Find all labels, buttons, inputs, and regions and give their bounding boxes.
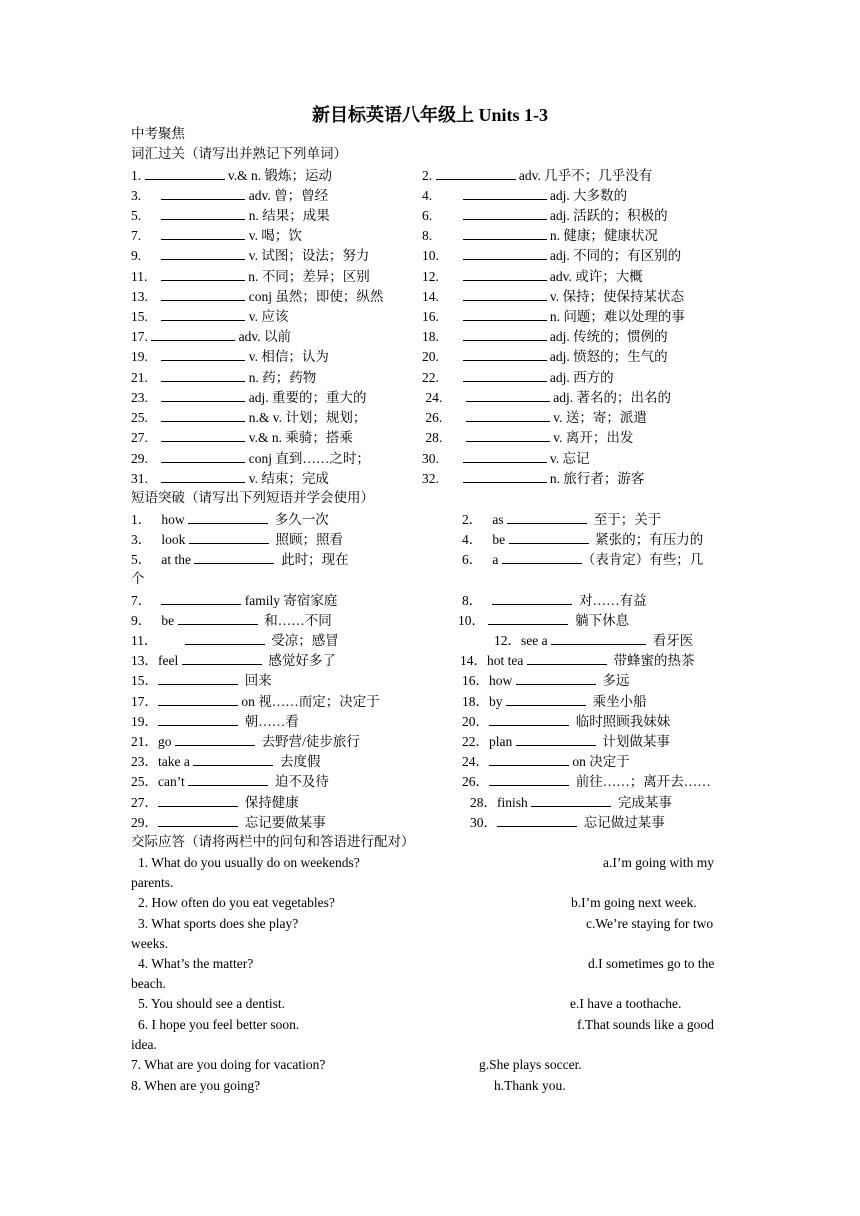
answer-blank[interactable]: [158, 713, 238, 726]
phrase-item: 1． how 多久一次: [131, 512, 329, 527]
phrase-item: 16．how 多远: [462, 673, 630, 688]
answer-blank[interactable]: [158, 814, 238, 827]
phrase-item: 25．can’t 迫不及待: [131, 774, 329, 789]
dialogue-question: 6. I hope you feel better soon.: [138, 1017, 300, 1032]
answer-blank[interactable]: [194, 551, 274, 564]
answer-blank[interactable]: [466, 389, 550, 402]
vocab-item: 18. adj. 传统的；惯例的: [422, 329, 668, 344]
answer-blank[interactable]: [463, 268, 547, 281]
phrase-item: 15． 回来: [131, 673, 272, 688]
phrase-item: 22．plan 计划做某事: [462, 734, 670, 749]
vocab-item: 24. adj. 著名的；出名的: [425, 390, 671, 405]
answer-blank[interactable]: [158, 693, 238, 706]
answer-blank[interactable]: [463, 369, 547, 382]
answer-blank[interactable]: [463, 328, 547, 341]
vocab-item: 12. adv. 或许；大概: [422, 269, 643, 284]
answer-blank[interactable]: [489, 753, 569, 766]
answer-blank[interactable]: [193, 753, 273, 766]
vocab-item: 7. v. 喝；饮: [131, 228, 302, 243]
dialogue-wrap: beach.: [131, 976, 166, 991]
answer-blank[interactable]: [502, 551, 582, 564]
phrase-item: 28．finish 完成某事: [470, 795, 672, 810]
phrase-item: 29． 忘记要做某事: [131, 815, 326, 830]
phrase-item: 8． 对……有益: [462, 593, 647, 608]
answer-blank[interactable]: [161, 592, 241, 605]
answer-blank[interactable]: [161, 470, 245, 483]
vocab-item: 8. n. 健康；健康状况: [422, 228, 658, 243]
phrase-item: 7． family 寄宿家庭: [131, 593, 338, 608]
phrase-item: 24． on 决定于: [462, 754, 630, 769]
vocab-item: 16. n. 问题；难以处理的事: [422, 309, 685, 324]
dialogue-answer: c.We’re staying for two: [586, 916, 714, 931]
phrase-item: 11． 受凉；感冒: [131, 633, 339, 648]
dialogue-answer: e.I have a toothache.: [570, 996, 682, 1011]
phrase-item: 12．see a 看牙医: [494, 633, 694, 648]
page-title: 新目标英语八年级上 Units 1-3: [311, 105, 548, 125]
phrase-item: 27． 保持健康: [131, 795, 299, 810]
vocab-item: 14. v. 保持；使保持某状态: [422, 289, 684, 304]
dialogue-wrap: parents.: [131, 875, 174, 890]
vocab-item: 31. v. 结束；完成: [131, 471, 329, 486]
dialogue-wrap: weeks.: [131, 936, 169, 951]
answer-blank[interactable]: [188, 511, 268, 524]
answer-blank[interactable]: [463, 450, 547, 463]
vocab-item: 9. v. 试图；设法；努力: [131, 248, 370, 263]
vocab-item: 25. n.& v. 计划；规划；: [131, 410, 367, 425]
vocab-item: 3. adv. 曾；曾经: [131, 188, 329, 203]
answer-blank[interactable]: [182, 652, 262, 665]
dialogue-wrap: idea.: [131, 1037, 157, 1052]
vocab-item: 32. n. 旅行者；游客: [422, 471, 645, 486]
section-phrases: 短语突破（请写出下列短语并学会使用）: [131, 490, 374, 505]
vocab-item: 22. adj. 西方的: [422, 370, 614, 385]
answer-blank[interactable]: [489, 713, 569, 726]
answer-blank[interactable]: [185, 632, 265, 645]
phrase-item: 21．go 去野营/徒步旅行: [131, 734, 360, 749]
answer-blank[interactable]: [466, 429, 550, 442]
answer-blank[interactable]: [489, 773, 569, 786]
vocab-item: 27. v.& n. 乘骑；搭乘: [131, 430, 353, 445]
answer-blank[interactable]: [551, 632, 646, 645]
vocab-item: 30. v. 忘记: [422, 451, 590, 466]
answer-blank[interactable]: [463, 247, 547, 260]
answer-blank[interactable]: [151, 328, 235, 341]
answer-blank[interactable]: [488, 612, 568, 625]
answer-blank[interactable]: [463, 288, 547, 301]
vocab-item: 26. v. 送；寄；派遣: [425, 410, 647, 425]
vocab-item: 1. v.& n. 锻炼；运动: [131, 168, 332, 183]
vocab-item: 21. n. 药；药物: [131, 370, 317, 385]
answer-blank[interactable]: [175, 733, 255, 746]
vocab-item: 13. conj 虽然；即使；纵然: [131, 289, 384, 304]
vocab-item: 29. conj 直到……之时；: [131, 451, 370, 466]
answer-blank[interactable]: [161, 227, 245, 240]
answer-blank[interactable]: [161, 409, 245, 422]
answer-blank[interactable]: [516, 733, 596, 746]
dialogue-answer: b.I’m going next week.: [571, 895, 697, 910]
answer-blank[interactable]: [463, 470, 547, 483]
dialogue-answer: a.I’m going with my: [603, 855, 714, 870]
phrase-item: 14．hot tea 带蜂蜜的热茶: [460, 653, 695, 668]
answer-blank[interactable]: [158, 672, 238, 685]
vocab-item: 2. adv. 几乎不；几乎没有: [422, 168, 653, 183]
phrase-item: 19． 朝……看: [131, 714, 299, 729]
phrase-item: 5． at the 此时；现在: [131, 552, 349, 567]
vocab-item: 23. adj. 重要的；重大的: [131, 390, 367, 405]
dialogue-question: 2. How often do you eat vegetables?: [138, 895, 335, 910]
answer-blank[interactable]: [497, 814, 577, 827]
answer-blank[interactable]: [509, 531, 589, 544]
answer-blank[interactable]: [161, 429, 245, 442]
phrase-item: 4． be 紧张的；有压力的: [462, 532, 704, 547]
answer-blank[interactable]: [463, 227, 547, 240]
answer-blank[interactable]: [507, 511, 587, 524]
answer-blank[interactable]: [463, 187, 547, 200]
answer-blank[interactable]: [161, 308, 245, 321]
answer-blank[interactable]: [463, 348, 547, 361]
answer-blank[interactable]: [158, 794, 238, 807]
answer-blank[interactable]: [527, 652, 607, 665]
answer-blank[interactable]: [463, 308, 547, 321]
answer-blank[interactable]: [466, 409, 550, 422]
dialogue-question: 4. What’s the matter?: [138, 956, 254, 971]
vocab-item: 11. n. 不同；差异；区别: [131, 269, 370, 284]
answer-blank[interactable]: [145, 167, 225, 180]
vocab-item: 28. v. 离开；出发: [425, 430, 634, 445]
vocab-item: 19. v. 相信；认为: [131, 349, 329, 364]
phrase-item: 6． a （表肯定）有些；几: [462, 552, 704, 567]
answer-blank[interactable]: [516, 672, 596, 685]
dialogue-answer: d.I sometimes go to the: [588, 956, 715, 971]
vocab-item: 6. adj. 活跃的；积极的: [422, 208, 668, 223]
answer-blank[interactable]: [463, 207, 547, 220]
phrase-item: 17． on 视……而定；决定于: [131, 694, 380, 709]
vocab-item: 20. adj. 愤怒的；生气的: [422, 349, 668, 364]
answer-blank[interactable]: [161, 389, 245, 402]
vocab-item: 5. n. 结果；成果: [131, 208, 330, 223]
vocab-item: 17. adv. 以前: [131, 329, 291, 344]
vocab-item: 4. adj. 大多数的: [422, 188, 628, 203]
section-dialogue: 交际应答（请将两栏中的问句和答语进行配对）: [131, 834, 415, 849]
phrase-item: 26． 前往……；离开去……: [462, 774, 711, 789]
answer-blank[interactable]: [531, 794, 611, 807]
phrase-item: 3． look 照顾；照看: [131, 532, 344, 547]
vocab-item: 15. v. 应该: [131, 309, 289, 324]
answer-blank[interactable]: [436, 167, 516, 180]
dialogue-question: 3. What sports does she play?: [138, 916, 299, 931]
dialogue-answer: g.She plays soccer.: [479, 1057, 582, 1072]
answer-blank[interactable]: [161, 369, 245, 382]
phrase-item: 2． as 至于；关于: [462, 512, 662, 527]
answer-blank[interactable]: [161, 268, 245, 281]
section-focus: 中考聚焦: [131, 126, 185, 141]
answer-blank[interactable]: [492, 592, 572, 605]
answer-blank[interactable]: [161, 288, 245, 301]
section-vocab: 词汇过关（请写出并熟记下列单词）: [131, 146, 347, 161]
dialogue-question: 1. What do you usually do on weekends?: [138, 855, 360, 870]
phrase-item: 18．by 乘坐小船: [462, 694, 647, 709]
answer-blank[interactable]: [161, 348, 245, 361]
answer-blank[interactable]: [161, 187, 245, 200]
answer-blank[interactable]: [178, 612, 258, 625]
phrase-wrap: 个: [131, 571, 145, 586]
vocab-item: 10. adj. 不同的；有区别的: [422, 248, 682, 263]
phrase-item: 13．feel 感觉好多了: [131, 653, 336, 668]
dialogue-question: 5. You should see a dentist.: [138, 996, 286, 1011]
answer-blank[interactable]: [161, 450, 245, 463]
dialogue-answer: f.That sounds like a good: [577, 1017, 714, 1032]
answer-blank[interactable]: [161, 207, 245, 220]
answer-blank[interactable]: [189, 531, 269, 544]
answer-blank[interactable]: [188, 773, 268, 786]
dialogue-question: 7. What are you doing for vacation?: [131, 1057, 326, 1072]
dialogue-question: 8. When are you going?: [131, 1078, 261, 1093]
answer-blank[interactable]: [506, 693, 586, 706]
phrase-item: 23．take a 去度假: [131, 754, 321, 769]
phrase-item: 9． be 和……不同: [131, 613, 332, 628]
phrase-item: 20． 临时照顾我妹妹: [462, 714, 671, 729]
phrase-item: 10． 躺下休息: [458, 613, 630, 628]
answer-blank[interactable]: [161, 247, 245, 260]
dialogue-answer: h.Thank you.: [494, 1078, 566, 1093]
phrase-item: 30． 忘记做过某事: [470, 815, 665, 830]
